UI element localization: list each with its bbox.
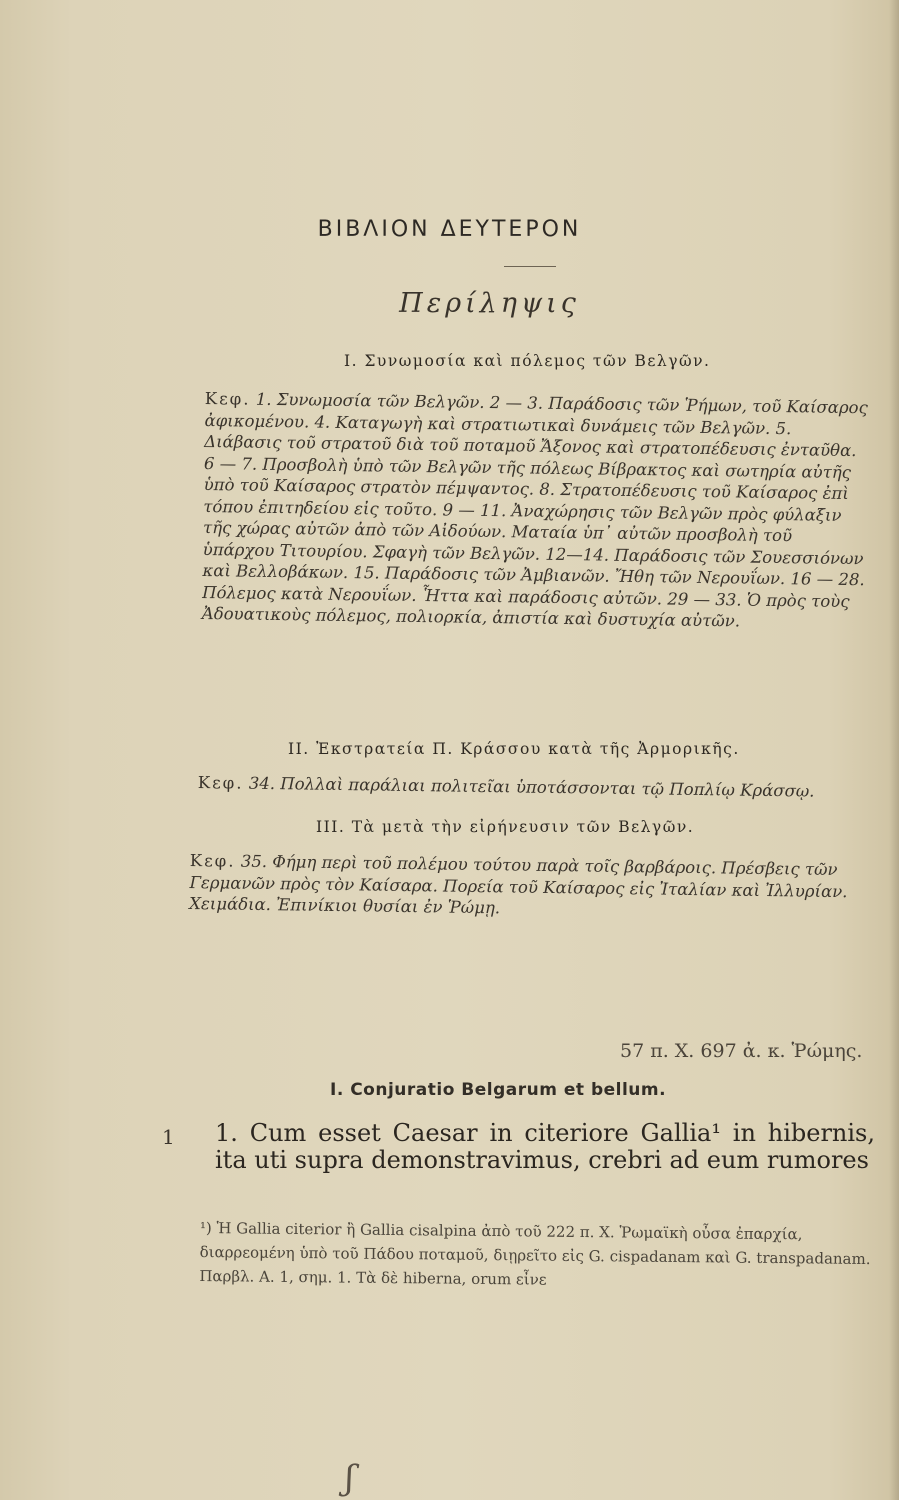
section-summary-1 <box>202 388 870 634</box>
footnote-marker: ¹) <box>199 1218 212 1238</box>
section-summary-text: 35. Φήμη περὶ τοῦ πολέμου τούτου παρὰ τοῖς βαρβάροις. Πρέσβεις τῶν Γερμανῶν πρὸς τὸν Καίσαρα. Πορεία τοῦ Καίσαρος εἰς Ἰταλίαν καὶ Ἰλλυρίαν. Χειμάδια. Ἐπινίκιοι θυσίαι ἐν Ῥώμῃ. <box>189 851 848 918</box>
section-heading-1: Ι. Συνωμοσία καὶ πόλεμος τῶν Βελγῶν. <box>344 352 711 370</box>
section-heading-3: ΙΙΙ. Τὰ μετὰ τὴν εἰρήνευσιν τῶν Βελγῶν. <box>316 818 695 836</box>
book-title: ΒΙΒΛΙΟΝ ΔΕΥΤΕΡΟΝ <box>317 217 582 242</box>
dateline: 57 π. Χ. 697 ἀ. κ. Ῥώμης. <box>620 1040 863 1062</box>
chapter-label: Κεφ. <box>189 850 236 871</box>
footnote <box>199 1216 880 1295</box>
section-heading-2: ΙΙ. Ἐκστρατεία Π. Κράσσου κατὰ τῆς Ἀρμορικῆς. <box>288 740 740 758</box>
footnote-text: Ἡ Gallia citerior ἢ Gallia cisalpina ἀπὸ τοῦ 222 π. Χ. Ῥωμαϊκὴ οὖσα ἐπαρχία, διαρρεομένη ὑπὸ τοῦ Πάδου ποταμοῦ, διῃρεῖτο εἰς G. cispadanam καὶ G. transpadanam. Παρβλ. Α. 1, σημ. 1. Τὰ δὲ hiberna, orum εἶνε <box>199 1219 871 1289</box>
page-edge-shadow <box>889 0 899 1500</box>
chapter-label: Κεφ. <box>197 772 244 793</box>
chapter-label: Κεφ. <box>204 388 251 409</box>
section-summary-2 <box>198 772 878 803</box>
title-rule <box>504 266 556 267</box>
latin-body-text: 1. Cum esset Caesar in citeriore Gallia¹ in hibernis, ita uti supra demonstravimus, crebri ad eum rumores <box>215 1119 875 1174</box>
margin-number: 1 <box>162 1125 175 1149</box>
section-summary-text: 1. Συνωμοσία τῶν Βελγῶν. 2 — 3. Παράδοσις τῶν Ῥήμων, τοῦ Καίσαρος ἀφικομένου. 4. Καταγωγὴ καὶ στρατιωτικαὶ δυνάμεις τῶν Βελγῶν. 5. Διάβασις τοῦ στρατοῦ διὰ τοῦ ποταμοῦ Ἄξονος καὶ στρατοπέδευσις ἐνταῦθα. 6 — 7. Προσβολὴ ὑπὸ τῶν Βελγῶν τῆς πόλεως Βίβρακτος καὶ σωτηρία αὐτῆς ὑπὸ τοῦ Καίσαρος στρατὸν πέμψαντος. 8. Στρατοπέδευσις τοῦ Καίσαρος ἐπὶ τόπου ἐπιτηδείου εἰς τοῦτο. 9 — 11. Ἀναχώρησις τῶν Βελγῶν πρὸς φύλαξιν τῆς χώρας αὐτῶν ἀπὸ τῶν Αἰδούων. Ματαία ὑπ᾽ αὐτῶν προσβολὴ τοῦ ὑπάρχου Τιτουρίου. Σφαγὴ τῶν Βελγῶν. 12—14. Παράδοσις τῶν Σουεσσιόνων καὶ Βελλοβάκων. 15. Παράδοσις τῶν Ἀμβιανῶν. Ἤθη τῶν Νερουΐων. 16 — 28. Πόλεμος κατὰ Νερουΐων. Ἧττα καὶ παράδοσις αὐτῶν. 29 — 33. Ὁ πρὸς τοὺς Ἀδουατικοὺς πόλεμος, πολιορκία, ἀπιστία καὶ δυστυχία αὐτῶν. <box>201 389 868 631</box>
page-scribble-mark: ʃ <box>345 1458 355 1498</box>
summary-title: Περίληψις <box>399 288 580 319</box>
latin-heading: I. Conjuratio Belgarum et bellum. <box>330 1080 667 1100</box>
section-summary-3 <box>189 850 878 924</box>
section-summary-text: 34. Πολλαὶ παράλιαι πολιτεῖαι ὑποτάσσονται τῷ Ποπλίῳ Κράσσῳ. <box>248 773 815 801</box>
